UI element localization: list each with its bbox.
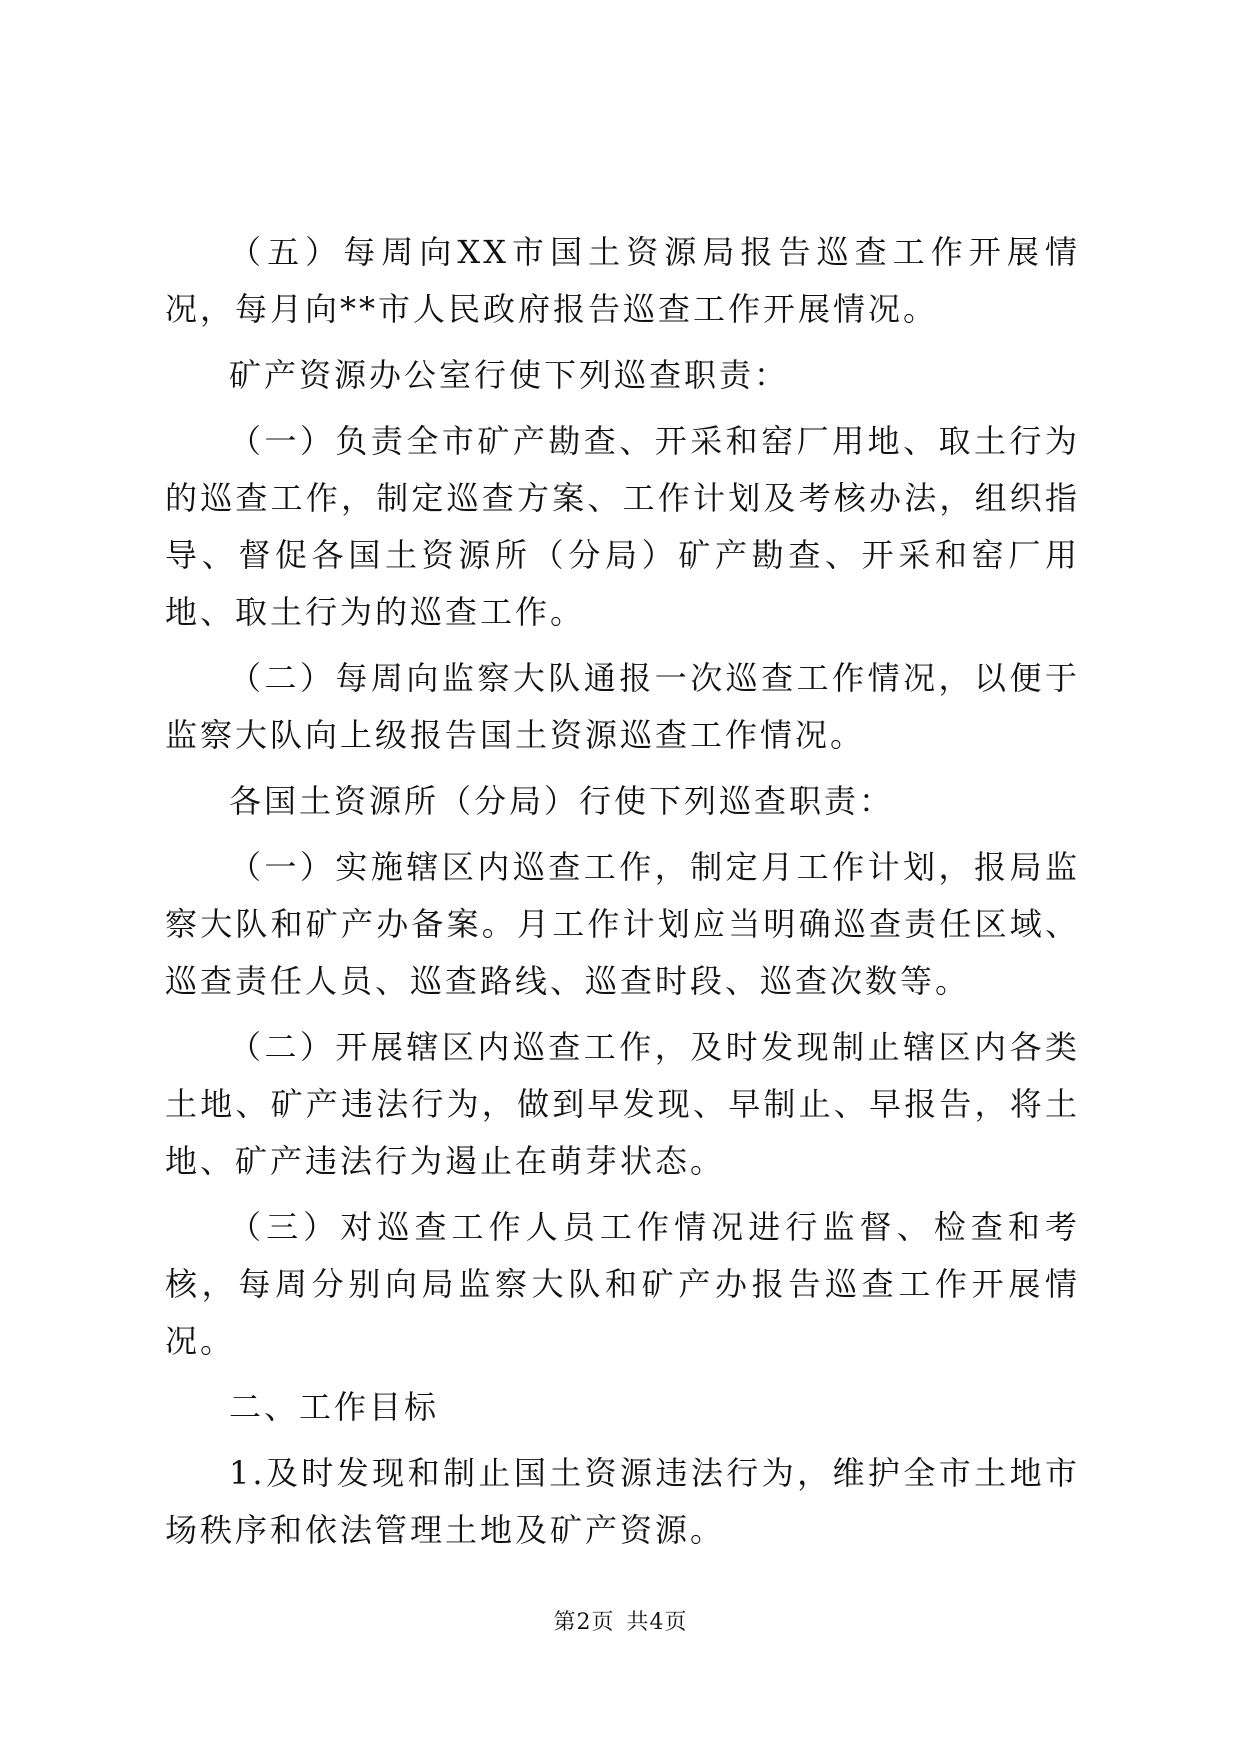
paragraph-goal-1: 1.及时发现和制止国土资源违法行为，维护全市土地市场秩序和依法管理土地及矿产资源。 bbox=[165, 1454, 1080, 1549]
section-heading-work-goals: 二、工作目标 bbox=[229, 1388, 440, 1426]
paragraph-mineral-duty-2: （二）每周向监察大队通报一次巡查工作情况，以便于监察大队向上级报告国土资源巡查工作情况。 bbox=[165, 659, 1080, 754]
paragraph-land-duty-3: （三）对巡查工作人员工作情况进行监督、检查和考核，每周分别向局监察大队和矿产办报告巡查工作开展情况。 bbox=[165, 1208, 1080, 1360]
page-total: 共4页 bbox=[626, 1610, 688, 1635]
paragraph-mineral-office-heading: 矿产资源办公室行使下列巡查职责： bbox=[229, 356, 790, 394]
paragraph-land-duty-2: （二）开展辖区内巡查工作，及时发现制止辖区内各类土地、矿产违法行为，做到早发现、早制止、早报告，将土地、矿产违法行为遏止在萌芽状态。 bbox=[165, 1028, 1080, 1180]
body-text bbox=[165, 224, 1080, 1568]
paragraph-5-report: （五）每周向XX市国土资源局报告巡查工作开展情况，每月向**市人民政府报告巡查工作开展情况。 bbox=[165, 233, 1080, 328]
paragraph-land-duty-1: （一）实施辖区内巡查工作，制定月工作计划，报局监察大队和矿产办备案。月工作计划应当明确巡查责任区域、巡查责任人员、巡查路线、巡查时段、巡查次数等。 bbox=[165, 848, 1080, 1000]
page-footer bbox=[0, 1605, 1241, 1636]
paragraph-mineral-duty-1: （一）负责全市矿产勘查、开采和窑厂用地、取土行为的巡查工作，制定巡查方案、工作计划及考核办法，组织指导、督促各国土资源所（分局）矿产勘查、开采和窑厂用地、取土行为的巡查工作。 bbox=[165, 422, 1080, 631]
paragraph-land-office-heading: 各国土资源所（分局）行使下列巡查职责： bbox=[229, 782, 895, 820]
page-number: 第2页 bbox=[553, 1610, 615, 1635]
